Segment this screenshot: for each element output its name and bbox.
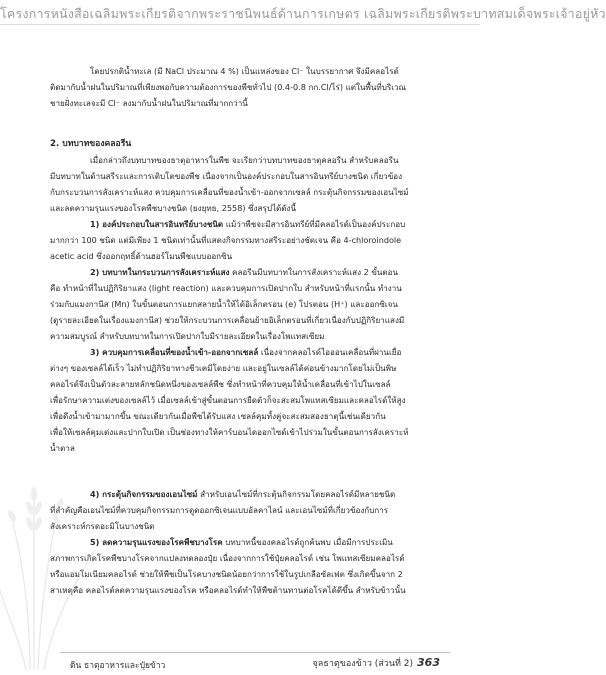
item-3-title: 3) ควบคุมการเคลื่อนที่ของน้ำเข้า-ออกจากเซลล์ (90, 347, 259, 357)
item-2-first-line (50, 265, 446, 281)
section-intro-line-3: กับกระบวนการสังเคราะห์แสง ควบคุมการเคลื่อนที่ของน้ำเข้า-ออกจากเซลล์ กระตุ้นกิจกรรมของเอนไซม์ (50, 187, 409, 197)
footer-chapter (313, 656, 440, 670)
footer-book-title: ดิน ธาตุอาหารและปุ๋ยข้าว (70, 661, 166, 671)
header-divider (0, 24, 480, 25)
item-4-title: 4) กระตุ้นกิจกรรมของเอนไซม์ (90, 489, 198, 499)
item-3-first-line (50, 345, 446, 361)
item-3-line: คลอไรด์จึงเป็นตัวละลายหลักชนิดหนึ่งของเซลล์พืช ซึ่งทำหน้าที่ควบคุมให้น้ำเคลื่อนที่เข้าไปในเซลล์ (50, 379, 391, 389)
item-3-line: เพื่อรักษาความเต่งของเซลล์ไว้ เมื่อเซลล์เข้าสู่ขั้นตอนการยืดตัวก็จะสะสมโพแทสเซียมและคลอไรด์ให้สูง (50, 395, 406, 405)
rice-plant-icon (0, 470, 120, 670)
item-5-line: สาเหตุคือ คลอไรด์ลดความรุนแรงของโรค หรือคลอไรด์ทำให้พืชต้านทานต่อโรคได้ดีขึ้น สำหรับข้าวนั้น (50, 585, 406, 595)
item-5-title: 5) ลดความรุนแรงของโรคพืชบางโรค (90, 537, 223, 547)
item-2-line: ความสมบูรณ์ สำหรับบทบาทในการเปิดปากใบมีรายละเอียดในเรื่องโพแทสเซียม (50, 331, 325, 341)
item-2-line: (ดูรายละเอียดในเรื่องแมงกานีส) ช่วยให้กระบวนการเคลื่อนย้ายอิเล็กตรอนที่เกี่ยวเนื่องกับปฏิกิริยาแสงมี (50, 315, 405, 325)
item-1-line: acetic acid ซึ่งออกฤทธิ์ด้านฮอร์โมนพืชแบบออกซิน (50, 251, 233, 261)
section-intro-line-4: และลดความรุนแรงของโรคพืชบางชนิด (ยงยุทธ, 2558) ซึ่งสรุปได้ดังนี้ (50, 203, 297, 213)
item-5-first-rest: บทบาทนี้ของคลอไรด์ถูกค้นพบ เมื่อมีการประเมิน (222, 537, 393, 547)
item-2-title: 2) บทบาทในกระบวนการสังเคราะห์แสง (90, 267, 230, 277)
item-1-line: มากกว่า 100 ชนิด แต่มีเพียง 1 ชนิดเท่านั้นที่แสดงกิจกรรมทางสรีระอย่างชัดเจน คือ 4-chloroindole (50, 235, 402, 245)
item-4-first-rest: สำหรับเอนไซม์ที่กระตุ้นกิจกรรมโดยคลอไรด์มีหลายชนิด (197, 489, 396, 499)
intro-line-1: โดยปรกติน้ำทะเล (มี NaCl ประมาณ 4 %) เป็นแหล่งของ Cl⁻ ในบรรยากาศ จึงมีคลอไรด์ (90, 66, 399, 76)
item-2-first-rest: คลอรีนมีบทบาทในการสังเคราะห์แสง 2 ขั้นตอน (229, 267, 399, 277)
item-5-line: หรือแอมโมเนียมคลอไรด์ ช่วยให้พืชเป็นโรคบางชนิดน้อยกว่าการใช้ในรูปเกลือซัลเฟต ซึ่งเกิดขึ้นจาก 2 (50, 569, 403, 579)
item-5-line: สภาพการเกิดโรคพืชบางโรคจากแปลงทดลองปุ๋ย เนื่องจากการใช้ปุ๋ยคลอไรด์ เช่น โพแทสเซียมคลอไรด์ (50, 553, 405, 563)
intro-line-2: ติดมากับน้ำฝนในปริมาณที่เพียงพอกับความต้องการของพืชทั่วไป (0.4-0.8 กก.Cl/ไร่) แต่ในพื้นที่บริเวณ (50, 82, 407, 92)
item-3-line: ต่างๆ ของเซลล์ได้เร็ว ไม่ทำปฏิกิริยาทางชีวเคมีโดยง่าย และอยู่ในเซลล์ได้ค่อนข้างมากโดยไม่เป็นพิษ (50, 363, 397, 373)
item-1-first-rest: แม้ว่าพืชจะมีสารอินทรีย์ที่มีคลอไรด์เป็นองค์ประกอบ (223, 219, 406, 229)
item-4-line: สังเคราะห์กรดอะมิโนบางชนิด (50, 521, 155, 531)
item-1-first-line (50, 217, 446, 233)
footer-chapter-title: จุลธาตุของข้าว (ส่วนที่ 2) (312, 659, 414, 669)
section-heading: 2. บทบาทของคลอรีน (50, 139, 132, 149)
item-3-first-rest: เนื่องจากคลอไรด์ไอออนเคลื่อนที่ผ่านเยื่อ (258, 347, 402, 357)
item-1-title: 1) องค์ประกอบในสารอินทรีย์บางชนิด (90, 219, 224, 229)
item-3-line: เพื่อดึงน้ำเข้ามามากขึ้น ขณะเดียวกันเมื่อพืชได้รับแสง เซลล์คุมทั้งคู่จะสะสมสองธาตุนี้เช่นเดียวกัน (50, 411, 386, 421)
page-number: 363 (417, 656, 440, 669)
section-intro-line-2: มีบทบาทในด้านสรีระและการเติบโตของพืช เนื่องจากเป็นองค์ประกอบในสารอินทรีย์บางชนิด เกี่ยวข้อง (50, 171, 403, 181)
running-header: โครงการหนังสือเฉลิมพระเกียรติจากพระราชนิพนธ์ด้านการเกษตร เฉลิมพระเกียรติพระบาทสมเด็จพระเจ้าอยู่หัว (0, 6, 606, 21)
item-2-line: ร่วมกับแมงกานีส (Mn) ในขั้นตอนการแยกสลายน้ำให้ได้อิเล็กตรอน (e) โปรตอน (H⁺) และออกซิเจน (50, 299, 398, 309)
item-2-line: คือ ทำหน้าที่ในปฏิกิริยาแสง (light reaction) และควบคุมการเปิดปากใบ สำหรับหน้าที่แรกนั้น ทำงาน (50, 283, 402, 293)
section-intro-line-1: เมื่อกล่าวถึงบทบาทของธาตุอาหารในพืช จะเรียกว่าบทบาทของธาตุคลอรีน สำหรับคลอรีน (90, 155, 399, 165)
item-3-line: เพื่อให้เซลล์คุมเต่งและปากใบเปิด เป็นช่องทางให้คาร์บอนไดออกไซด์เข้าไปร่วมในขั้นตอนการสังเคราะห์ (50, 427, 409, 437)
footer-divider (60, 652, 450, 653)
intro-line-3: ชายฝั่งทะเลจะมี Cl⁻ ลงมากับน้ำฝนในปริมาณที่มากกว่านี้ (50, 98, 248, 108)
item-4-line: ที่สำคัญคือเอนไซม์ที่ควบคุมกิจกรรมการดูดออกซิเจนแบบอัลคาไลน์ และเอนไซม์ที่เกี่ยวข้องกับการ (50, 505, 389, 515)
item-3-line: น้ำตาล (50, 443, 75, 453)
